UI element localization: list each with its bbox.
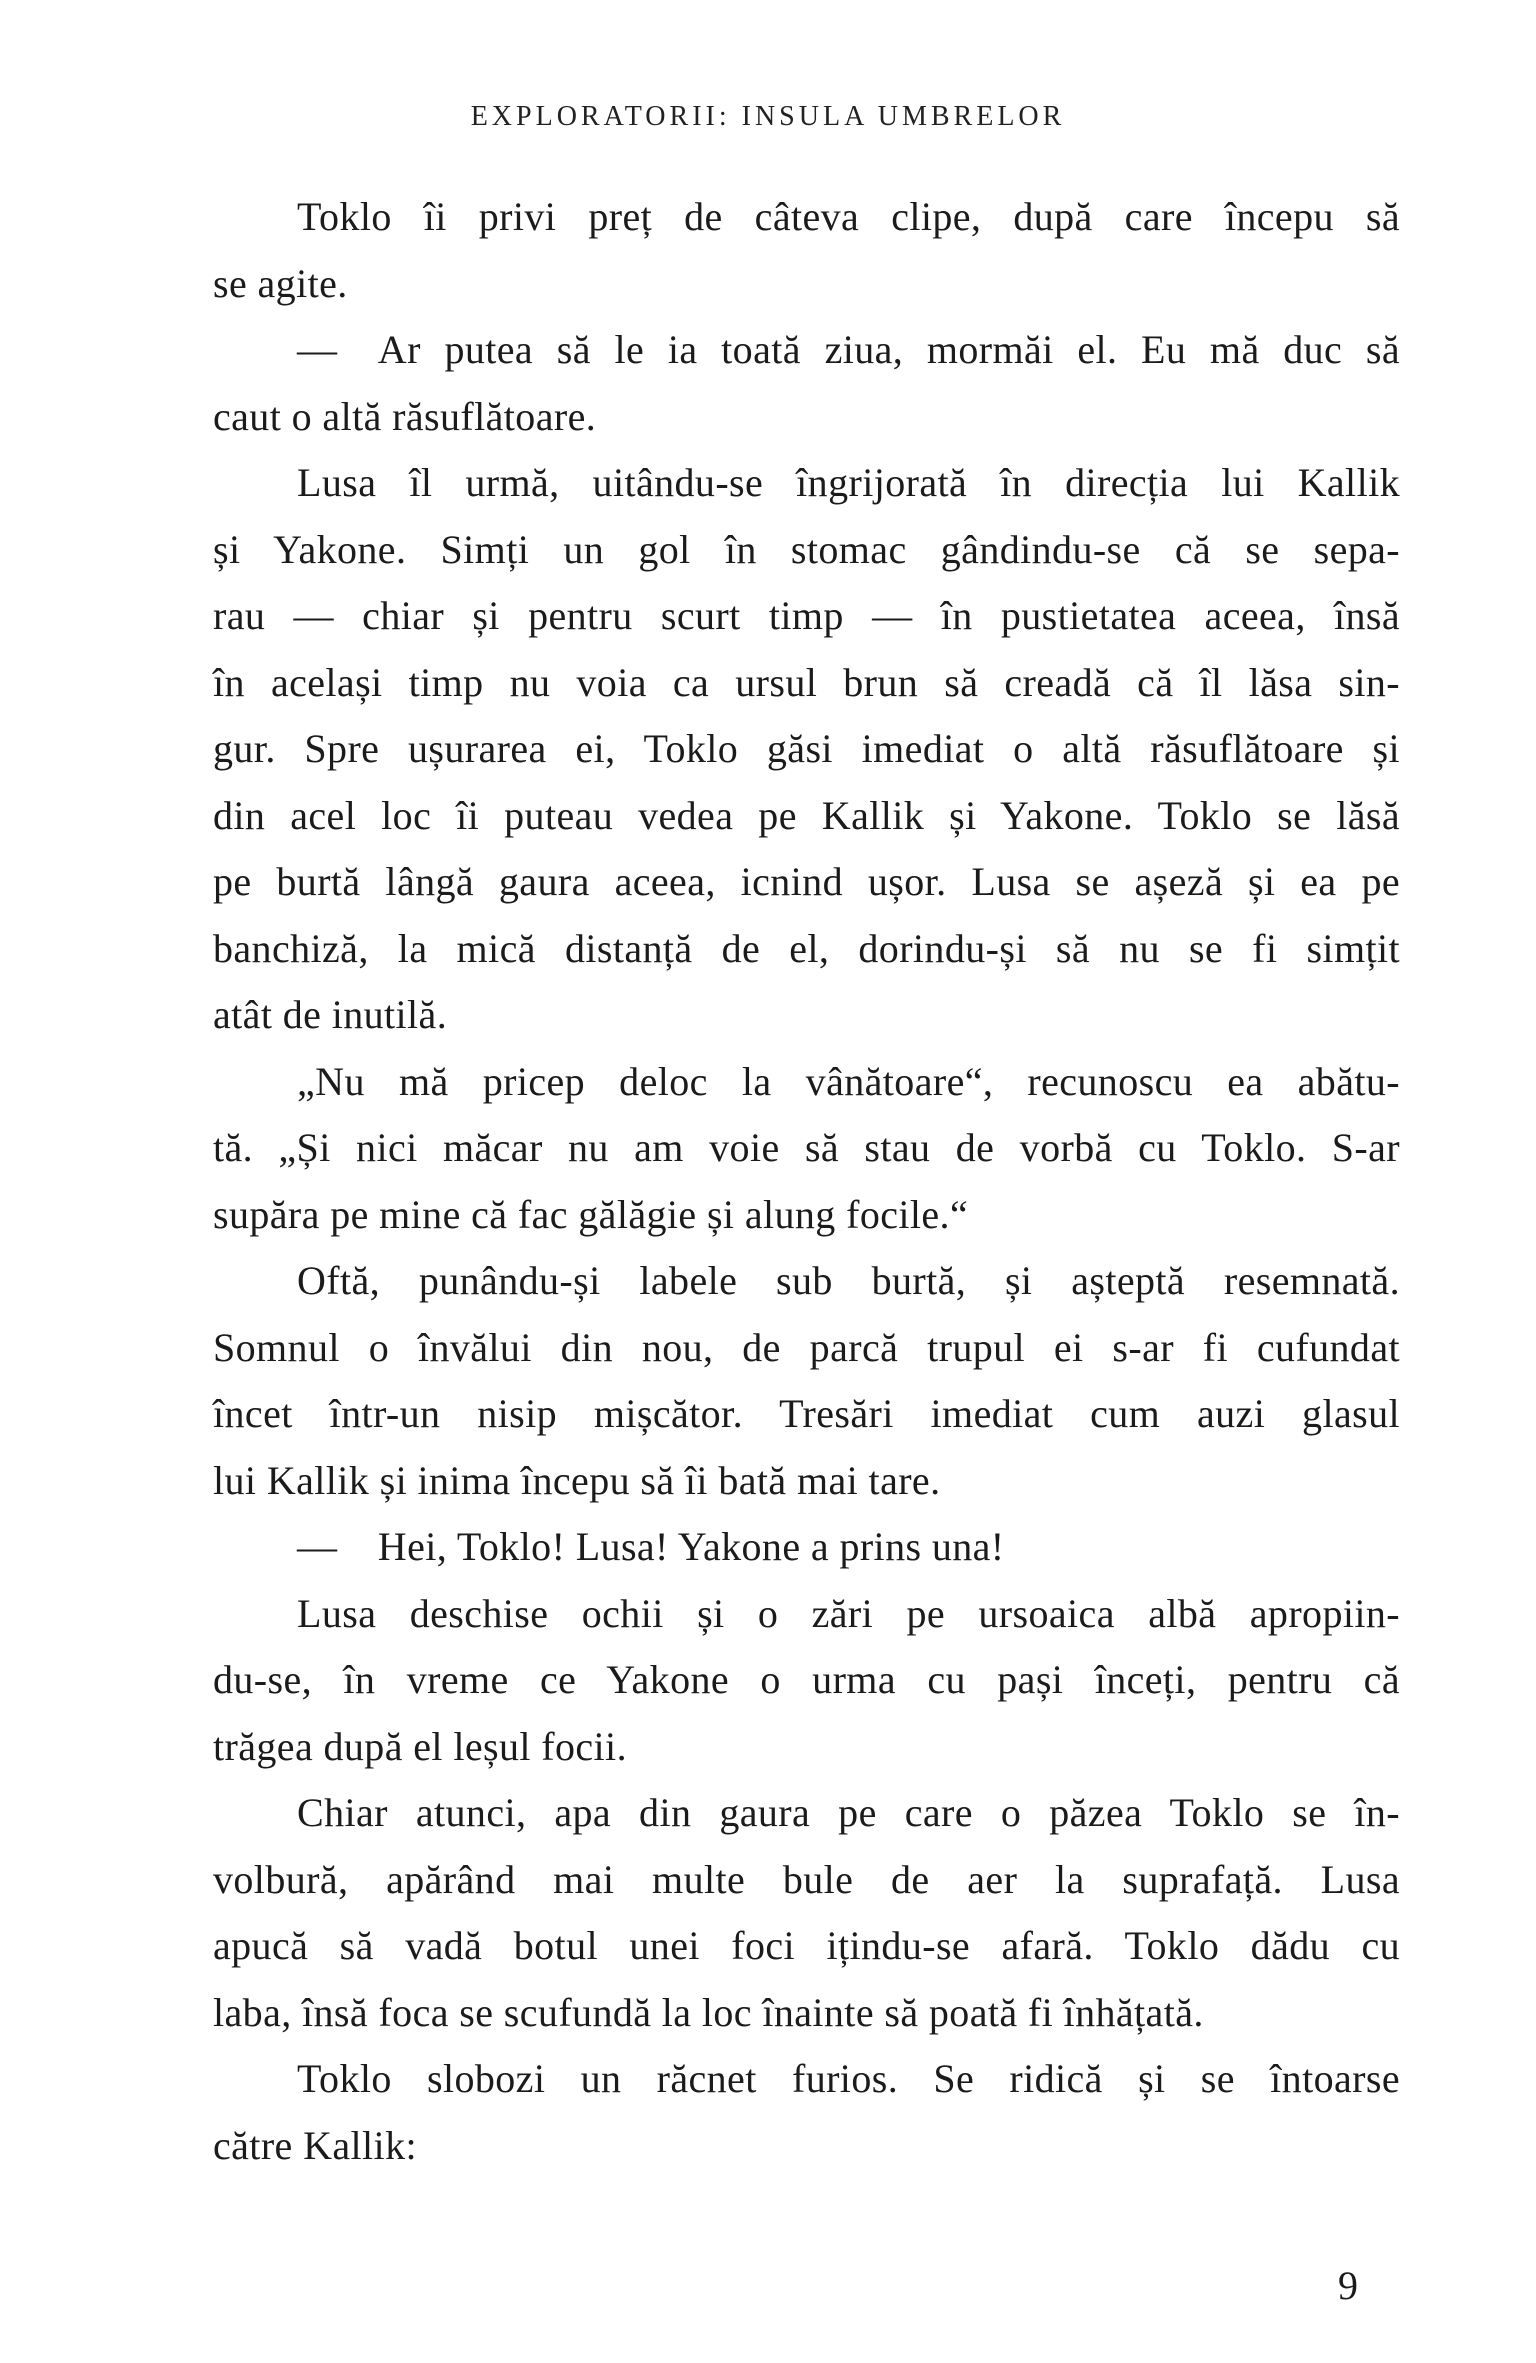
text-line: Somnul o învălui din nou, de parcă trupul ei s-ar fi cufundat [213, 1324, 1400, 1370]
paragraph [213, 450, 1400, 1049]
text-line: gur. Spre ușurarea ei, Toklo găsi imediat o altă răsuflătoare și [213, 726, 1400, 771]
text-line: Toklo îi privi preț de câteva clipe, după care începu să [297, 194, 1400, 239]
running-header: EXPLORATORII: INSULA UMBRELOR [470, 101, 1066, 132]
text-line: banchiză, la mică distanță de el, dorindu-și să nu se fi simțit [213, 925, 1400, 971]
text-line: du-se, în vreme ce Yakone o urma cu pași înceți, pentru că [213, 1657, 1400, 1702]
text-line: către Kallik: [213, 2122, 417, 2168]
text-line: volbură, apărând mai multe bule de aer la suprafață. Lusa [213, 1856, 1400, 1902]
paragraph [213, 1248, 1400, 1514]
text-line: Lusa îl urmă, uitându-se îngrijorată în direcția lui Kallik [297, 460, 1400, 505]
text-line: Lusa deschise ochii și o zări pe ursoaica albă apropiin- [297, 1590, 1400, 1636]
text-line: în același timp nu voia ca ursul brun să creadă că îl lăsa sin- [213, 659, 1400, 705]
text-line: laba, însă foca se scufundă la loc înainte să poată fi înhățată. [213, 1989, 1204, 2035]
text-line: supăra pe mine că fac gălăgie și alung focile.“ [213, 1191, 969, 1237]
paragraph [213, 1049, 1400, 1249]
text-block [213, 184, 1400, 2179]
text-line: din acel loc îi puteau vedea pe Kallik și Yakone. Toklo se lăsă [213, 792, 1400, 838]
text-line: caut o altă răsuflătoare. [213, 393, 597, 439]
paragraph [213, 317, 1400, 450]
text-line: rau — chiar și pentru scurt timp — în pustietatea aceea, însă [213, 593, 1400, 638]
text-line: trăgea după el leșul focii. [213, 1723, 627, 1769]
text-line: lui Kallik și inima începu să îi bată mai tare. [213, 1457, 941, 1503]
text-line: pe burtă lângă gaura aceea, icnind ușor. Lusa se așeză și ea pe [213, 859, 1400, 904]
text-line: și Yakone. Simți un gol în stomac gândindu-se că se sepa- [213, 526, 1400, 572]
text-line: apucă să vadă botul unei foci ițindu-se afară. Toklo dădu cu [213, 1923, 1400, 1968]
paragraph [213, 2046, 1400, 2179]
text-line: Toklo slobozi un răcnet furios. Se ridică și se întoarse [297, 2056, 1400, 2101]
text-line: atât de inutilă. [213, 992, 448, 1037]
paragraph [213, 184, 1400, 317]
text-line: tă. „Și nici măcar nu am voie să stau de vorbă cu Toklo. S-ar [213, 1125, 1400, 1170]
paragraph [213, 1581, 1400, 1781]
text-line: „Nu mă pricep deloc la vânătoare“, recunoscu ea abătu- [297, 1058, 1400, 1104]
paragraph [213, 1514, 1400, 1581]
text-line: se agite. [213, 260, 348, 306]
page-number: 9 [1338, 2263, 1358, 2308]
text-line: — Hei, Toklo! Lusa! Yakone a prins una! [297, 1524, 1005, 1569]
paragraph [213, 1780, 1400, 2046]
text-line: Chiar atunci, apa din gaura pe care o păzea Toklo se în- [297, 1790, 1400, 1835]
text-line: — Ar putea să le ia toată ziua, mormăi el. Eu mă duc să [297, 327, 1400, 372]
text-line: Oftă, punându-și labele sub burtă, și așteptă resemnată. [297, 1258, 1400, 1303]
text-line: încet într-un nisip mișcător. Tresări imediat cum auzi glasul [213, 1391, 1400, 1436]
